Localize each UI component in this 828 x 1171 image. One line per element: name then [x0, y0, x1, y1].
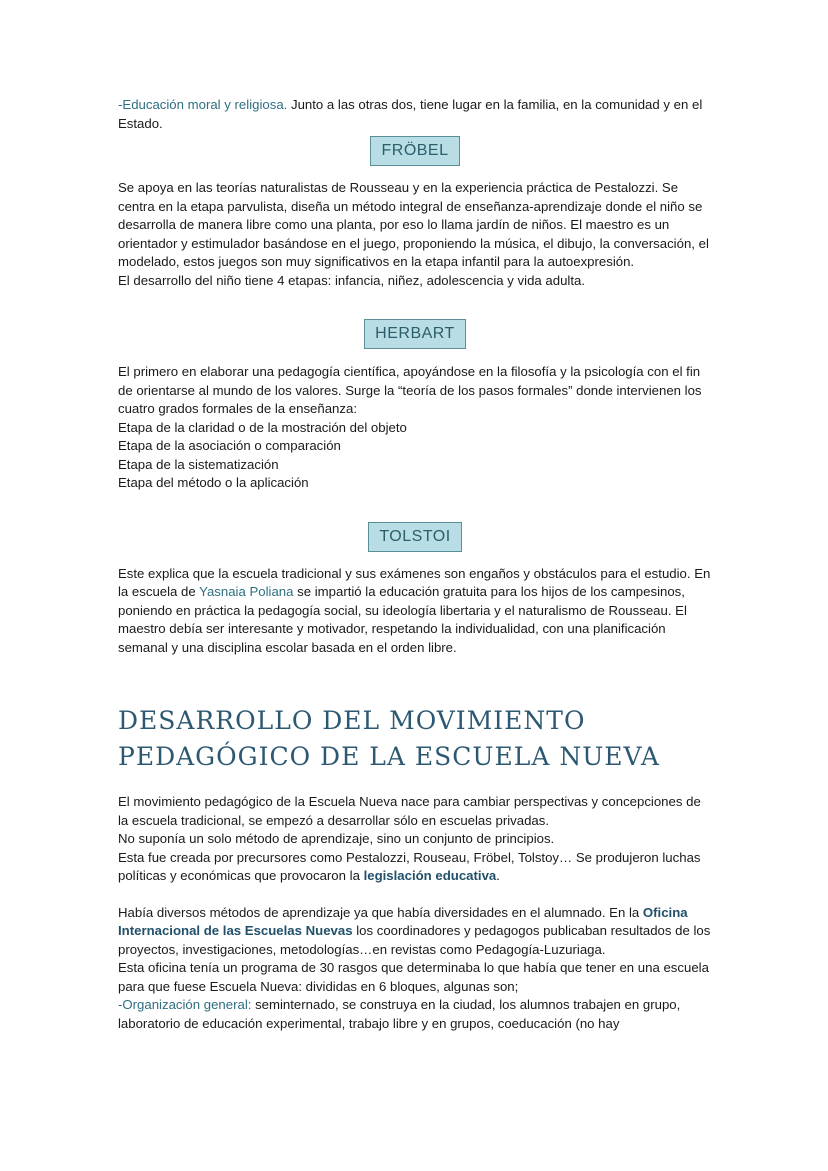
- legislacion-educativa-link[interactable]: legislación educativa: [363, 868, 497, 883]
- organizacion-lead: -Organización general:: [118, 997, 252, 1012]
- tolstoi-text-a: Este explica que la escuela tradicional y sus exámenes son engaños y obstáculos para el estudio. En la escuela de: [118, 565, 711, 599]
- tolstoi-text-b: se impartió la educación gratuita para los hijos de los campesinos, poniendo en práctica la pedagogía social, su ideología libertaria y el naturalismo de Rousseau. El maestro debía ser interesante y motivador, respetando la individualidad, con una planificación semanal y una disciplina escolar basada en el orden libre.: [118, 584, 687, 655]
- precursors-text: Esta fue creada por precursores como Pestalozzi, Rouseau, Fröbel, Tolstoy… Se produjeron luchas políticas y económicas que provocaron la: [118, 849, 701, 883]
- oficina-text-b: los coordinadores y pedagogos publicaban resultados de los proyectos, investigaciones, metodologías…en revistas como Pedagogía-Luzuriaga.: [118, 923, 711, 957]
- oficina-text-a: Había diversos métodos de aprendizaje ya que había diversidades en el alumnado. En la: [118, 904, 643, 920]
- escuela-nueva-precursors: [118, 849, 712, 886]
- tolstoi-paragraph: [118, 565, 712, 658]
- herbart-title: HERBART: [364, 319, 466, 349]
- document-page: [118, 96, 712, 1033]
- escuela-nueva-paragraph: El movimiento pedagógico de la Escuela Nueva nace para cambiar perspectivas y concepciones de la escuela tradicional, se empezó a desarrollar sólo en escuelas privadas.: [118, 794, 701, 828]
- section-heading: [118, 703, 712, 775]
- precursors-end: .: [496, 868, 500, 883]
- oficina-link[interactable]: Oficina Internacional de las Escuelas Nuevas: [118, 904, 688, 938]
- frobel-stages: El desarrollo del niño tiene 4 etapas: infancia, niñez, adolescencia y vida adulta.: [118, 272, 585, 288]
- tolstoi-title-wrap: [118, 522, 712, 552]
- section-heading-line1: DESARROLLO DEL MOVIMIENTO: [118, 706, 586, 735]
- frobel-title-wrap: [118, 136, 712, 166]
- escuela-nueva-principles: No suponía un solo método de aprendizaje, sino un conjunto de principios.: [118, 831, 555, 846]
- intro-lead: -Educación moral y religiosa.: [118, 97, 288, 112]
- herbart-step: Etapa de la claridad o de la mostración del objeto: [118, 419, 407, 435]
- oficina-paragraph: [118, 904, 712, 960]
- programa-paragraph: Esta oficina tenía un programa de 30 rasgos que determinaba lo que había que tener en una escuela para que fuese Escuela Nueva: divididas en 6 bloques, algunas son;: [118, 960, 709, 994]
- section-heading-line2: PEDAGÓGICO DE LA ESCUELA NUEVA: [118, 742, 660, 771]
- frobel-paragraph: Se apoya en las teorías naturalistas de Rousseau y en la experiencia práctica de Pestalozzi. Se centra en la etapa parvulista, diseña un método integral de enseñanza-aprendizaje donde el niño se desarrolla de manera libre como una planta, por eso lo llama jardín de niños. El maestro es un orientador y estimulador basándose en el juego, proponiendo la música, el dibujo, la conversación, el modelado, estos juegos son muy significativos en la etapa infantil para la autoexpresión.: [118, 180, 709, 269]
- herbart-step: Etapa del método o la aplicación: [118, 475, 309, 490]
- yasnaia-poliana-link[interactable]: Yasnaia Poliana: [199, 584, 294, 599]
- tolstoi-title: TOLSTOI: [368, 522, 461, 552]
- frobel-title: FRÖBEL: [370, 136, 459, 166]
- intro-paragraph: [118, 96, 712, 133]
- herbart-step: Etapa de la asociación o comparación: [118, 438, 341, 453]
- intro-text: Junto a las otras dos, tiene lugar en la familia, en la comunidad y en el Estado.: [118, 97, 703, 131]
- herbart-paragraph: El primero en elaborar una pedagogía científica, apoyándose en la filosofía y la psicología con el fin de orientarse al mundo de los valores. Surge la “teoría de los pasos formales” donde intervienen los cuatro grados formales de la enseñanza:: [118, 364, 702, 416]
- organizacion-paragraph: [118, 996, 712, 1033]
- organizacion-text: seminternado, se construya en la ciudad, los alumnos trabajen en grupo, laboratorio de educación experimental, trabajo libre y en grupos, coeducación (no hay: [118, 997, 681, 1031]
- herbart-step: Etapa de la sistematización: [118, 456, 279, 472]
- herbart-title-wrap: [118, 319, 712, 349]
